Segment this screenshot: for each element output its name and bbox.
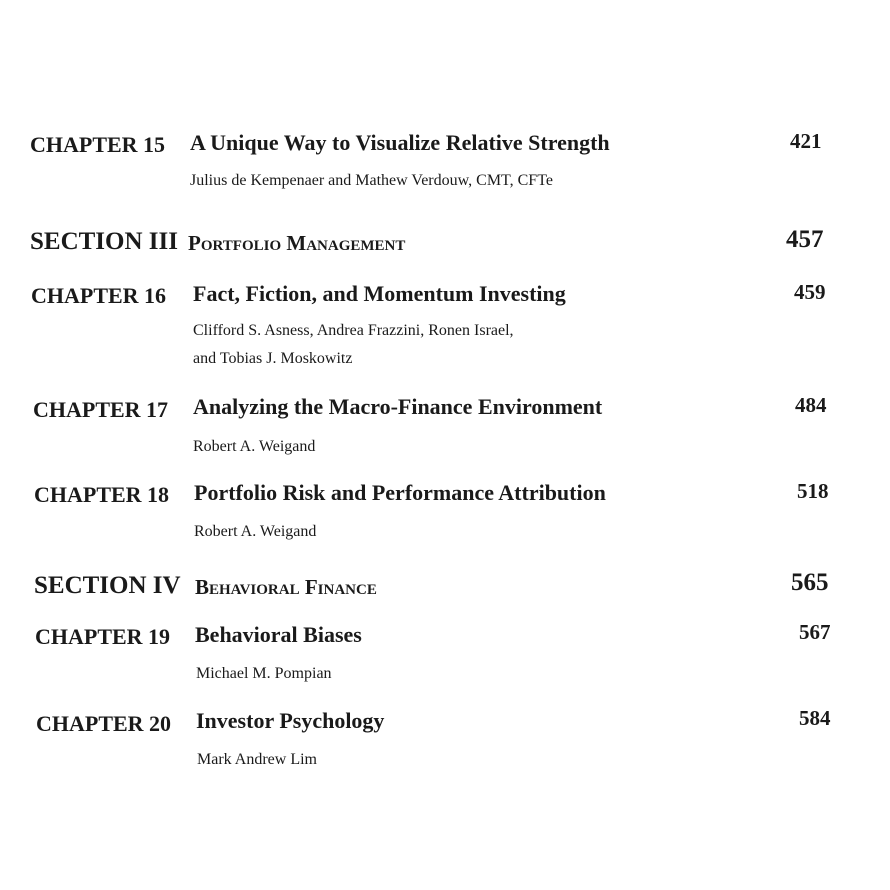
chapter-title: Behavioral Biases: [195, 622, 362, 647]
page-number: 457: [786, 226, 824, 253]
page-number: 459: [794, 280, 826, 304]
chapter-authors: Clifford S. Asness, Andrea Frazzini, Ronen Israel,: [193, 322, 514, 339]
chapter-label: CHAPTER 19: [35, 624, 171, 649]
section-label: SECTION IV: [34, 572, 181, 599]
chapter-label: CHAPTER 18: [34, 482, 170, 507]
chapter-authors: Julius de Kempenaer and Mathew Verdouw, CMT, CFTe: [190, 172, 553, 189]
chapter-label: CHAPTER 17: [33, 397, 169, 422]
chapter-label: CHAPTER 16: [31, 283, 167, 308]
chapter-title: Analyzing the Macro-Finance Environment: [193, 394, 603, 419]
section-title: Portfolio Management: [188, 231, 406, 255]
section-label: SECTION III: [30, 228, 178, 255]
page-number: 518: [797, 479, 829, 503]
page-number: 421: [790, 129, 822, 153]
chapter-label: CHAPTER 20: [36, 711, 172, 736]
chapter-authors: Michael M. Pompian: [196, 665, 332, 682]
page-number: 484: [795, 393, 827, 417]
chapter-title: Investor Psychology: [196, 708, 385, 733]
chapter-title: Portfolio Risk and Performance Attribution: [194, 480, 606, 505]
chapter-authors: and Tobias J. Moskowitz: [193, 350, 353, 367]
page-number: 584: [799, 706, 831, 730]
chapter-title: A Unique Way to Visualize Relative Strength: [190, 130, 610, 155]
chapter-authors: Mark Andrew Lim: [197, 751, 317, 768]
chapter-label: CHAPTER 15: [30, 132, 166, 157]
section-title: Behavioral Finance: [195, 575, 377, 599]
chapter-authors: Robert A. Weigand: [193, 438, 316, 455]
page-number: 565: [791, 569, 829, 596]
page-number: 567: [799, 620, 831, 644]
chapter-authors: Robert A. Weigand: [194, 523, 317, 540]
chapter-title: Fact, Fiction, and Momentum Investing: [193, 281, 566, 306]
